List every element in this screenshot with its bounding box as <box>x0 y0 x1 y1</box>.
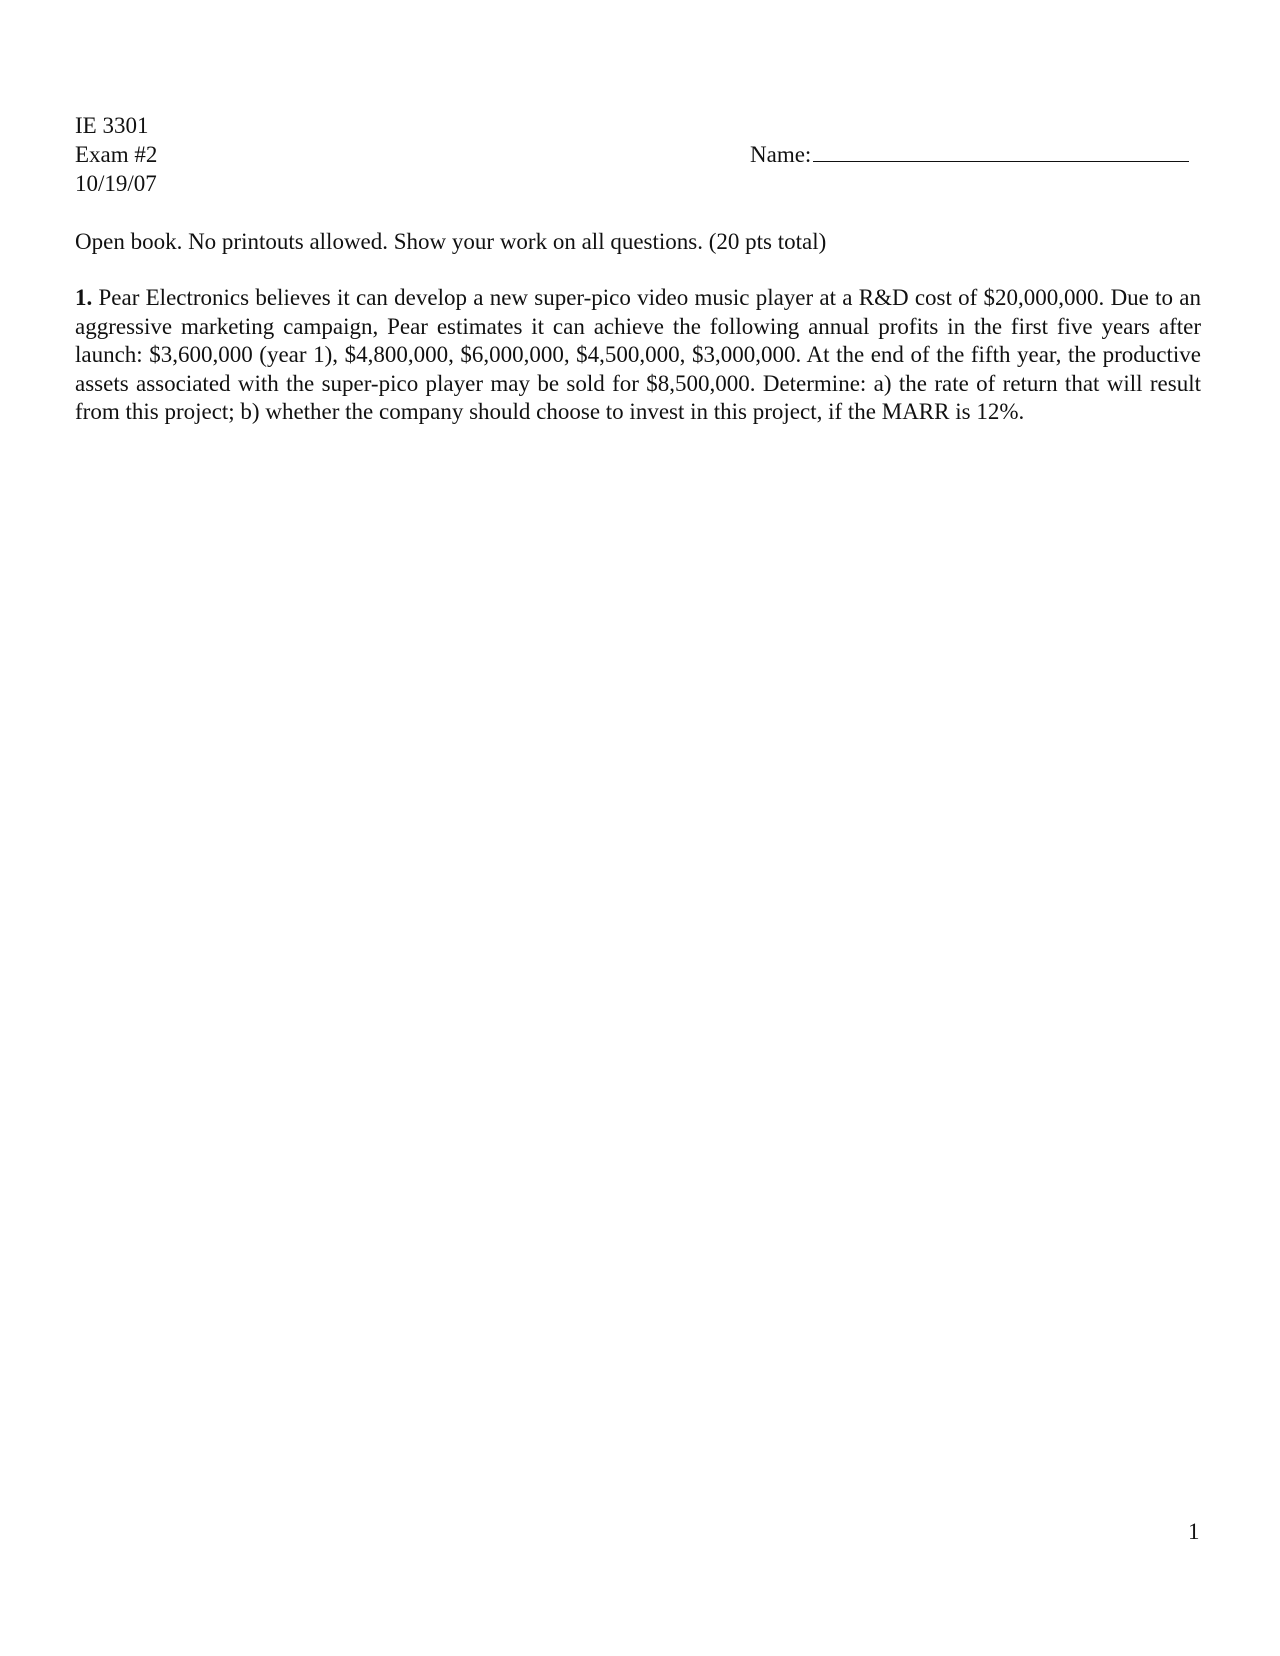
exam-date: 10/19/07 <box>75 171 157 196</box>
course-code: IE 3301 <box>75 113 149 138</box>
question-text: Pear Electronics believes it can develop a new super-pico video music player at a R&D cost of $20,000,000. Due to an aggressive marketing campaign, Pear estimates it can achieve the following annual profits in the first five years after launch: $3,600,000 (year 1), $4,800,000, $6,000,000, $4,500,000, $3,000,000. At the end of the fifth year, the productive assets associated with the super-pico player may be sold for $8,500,000. Determine: a) the rate of return that will result from this project; b) whether the company should choose to invest in this project, if the MARR is 12%. <box>75 285 1201 425</box>
name-blank-line <box>813 141 1189 162</box>
name-field <box>750 140 1189 169</box>
name-label: Name: <box>750 142 812 167</box>
exam-instructions: Open book. No printouts allowed. Show your work on all questions. (20 pts total) <box>75 229 827 254</box>
question-1 <box>75 284 1201 427</box>
exam-title: Exam #2 <box>75 142 158 167</box>
exam-header <box>75 111 157 198</box>
page-number: 1 <box>1188 1519 1200 1544</box>
question-number: 1. <box>75 285 93 310</box>
